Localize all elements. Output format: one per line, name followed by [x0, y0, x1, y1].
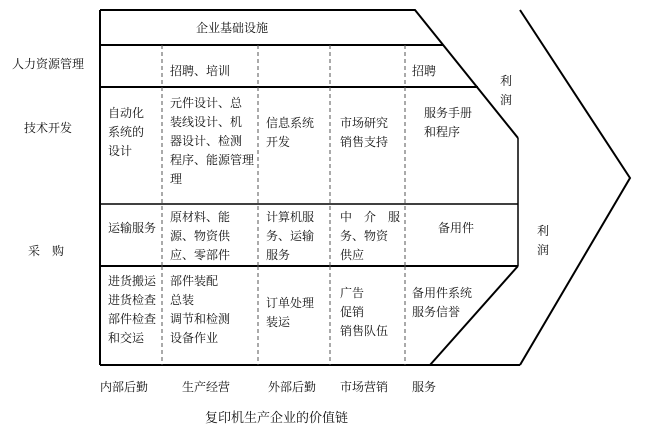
left-label-procurement: 采 购 [28, 244, 65, 258]
bottom-label-service: 服务 [412, 380, 437, 394]
tech-marketing-cell: 市场研究 销售支持 [340, 116, 389, 149]
procurement-service-cell: 备用件 [438, 221, 475, 235]
left-label-tech: 技术开发 [24, 121, 73, 135]
hr-production-cell: 招聘、培训 [170, 64, 231, 78]
primary-marketing-cell: 广告 促销 销售队伍 [340, 286, 389, 338]
left-label-hr: 人力资源管理 [12, 57, 85, 71]
procurement-marketing-cell: 中 介 服 务、物资 供应 [340, 210, 401, 262]
procurement-outbound-cell: 计算机服 务、运输 服务 [266, 210, 315, 262]
tech-inbound-cell: 自动化 系统的 设计 [108, 106, 145, 158]
tech-production-cell: 元件设计、总 装线设计、机 器设计、检测 程序、能源管理 理 [170, 96, 255, 186]
bottom-label-production: 生产经营 [182, 380, 231, 394]
primary-outbound-cell: 订单处理 装运 [266, 296, 315, 329]
margin-label-lower: 利 润 [537, 224, 550, 257]
margin-label-upper: 利 润 [500, 74, 513, 107]
infrastructure-banner: 企业基础设施 [196, 21, 269, 35]
procurement-inbound-cell: 运输服务 [108, 221, 157, 235]
hr-service-cell: 招聘 [412, 64, 437, 78]
chevron-outer-edge [520, 10, 630, 365]
primary-production-cell: 部件装配 总装 调节和检测 设备作业 [170, 274, 231, 345]
bottom-label-inbound: 内部后勤 [100, 380, 149, 394]
primary-service-cell: 备用件系统 服务信誉 [412, 286, 473, 319]
bottom-label-outbound: 外部后勤 [268, 380, 317, 394]
bottom-label-marketing: 市场营销 [340, 380, 389, 394]
diagram-caption: 复印机生产企业的价值链 [205, 411, 349, 426]
tech-outbound-cell: 信息系统 开发 [266, 116, 315, 149]
tech-service-cell: 服务手册 和程序 [424, 106, 473, 139]
procurement-production-cell: 原材料、能 源、物资供 应、零部件 [170, 210, 231, 262]
primary-inbound-cell: 进货搬运 进货检查 部件检查 和交运 [108, 274, 157, 345]
